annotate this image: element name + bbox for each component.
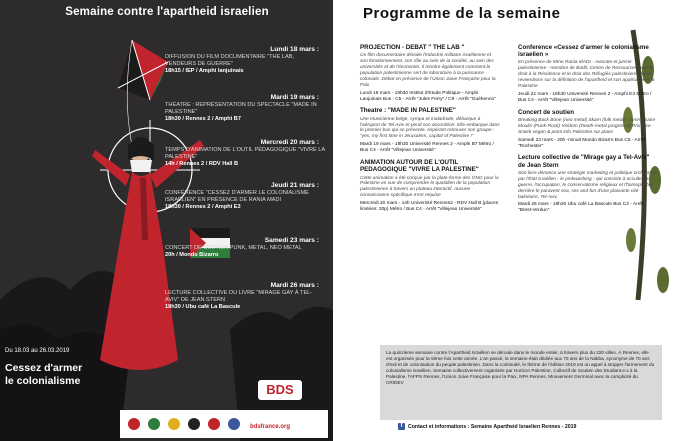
schedule-day: Mardi 26 mars : [270, 282, 319, 289]
program-column-right [518, 44, 658, 219]
bds-url: bdsfrance.org [250, 424, 291, 430]
program-heading: Conference «Cessez d'armer le colonialisme israelien » [518, 44, 649, 59]
partner-logo [228, 418, 240, 430]
contact-line [398, 423, 576, 430]
program-info: Samedi 23 mars - 20h -minuit Mondo Bizarro Bus C5 - Arrêt "Rochester" [518, 137, 645, 149]
schedule-desc: THÉATRE : REPRÉSENTATION DU SPECTACLE "MADE IN PALESTINE" [165, 102, 317, 115]
schedule-item [165, 282, 325, 311]
program-column-left [360, 44, 500, 218]
program-desc: Une musicienne belge, sympa et maladroite, débarque à l'aéroport de Tel Aviv et pend son accordéon. Elle embarque dans le premier bus qui se présente, espérant retrouver son groupe : "yes, my first time in Jerusalem, capital of Palestine !" [360, 116, 500, 140]
left-poster-title: Semaine contre l'apartheid israelien [65, 6, 269, 18]
program-item [360, 159, 500, 213]
program-item [360, 44, 500, 102]
schedule-day: Lundi 18 mars : [270, 46, 319, 53]
schedule-item [165, 139, 325, 168]
schedule-item [165, 94, 325, 123]
schedule-info: 14h / Rennes 2 / RDV Hall B [165, 161, 239, 167]
program-desc: En présence de Mme Rania MADI - Avocate et juriste palestinienne - membre de Badil, Centre de Ressources pour le droit à la Résidence et le droit des Réfugiés palestiniens. Nous reviendrons sur la définition de l'apartheid et son application à la Palestine [518, 60, 655, 90]
schedule-info: 18h30 / Ubu café La Bascule [165, 304, 241, 310]
slogan-line: le colonialisme [5, 375, 81, 387]
program-info: Mardi 26 mars - 18h30 Ubu café La Bascule Bus C2 - Arrêt "Brest-Verdun" [518, 202, 644, 214]
schedule-info: 18h30 / Rennes 2 / Amphi E3 [165, 204, 241, 210]
schedule-day: Jeudi 21 mars : [270, 182, 319, 189]
slogan [5, 362, 82, 388]
program-info: Mardi 19 mars - 18h30 Université Rennes 2 - Amphi B7 Métro / Bus C4 - Arrêt "Villejean Université" [360, 142, 494, 154]
facebook-icon: f [398, 423, 405, 430]
program-heading: Concert de soutien [518, 108, 575, 116]
program-desc: Ce film documentaire dévoile l'industrie militaire israélienne et son fonctionnement, son rôle au sein de la société, au sein des universités et de l'économie. Il montre également comment la population palestinienne sert de laboratoire à la puissance coloniale. Débat en présence de l'Union Juive Française pour la Paix [360, 53, 496, 88]
program-item [518, 154, 658, 214]
left-poster [0, 0, 333, 441]
right-poster-title: Programme de la semaine [363, 5, 561, 22]
program-desc: Cette animation a été conçue par la plate-forme des ONG pour la Palestine en vue de comprendre le quotidien de la population palestinienne à travers un plateau interactif. Aucune connaissance spécifique n'est requise [360, 175, 499, 199]
schedule-item [165, 182, 325, 211]
bds-logo: BDS [258, 380, 302, 400]
schedule-desc: CONCERT DE SOUTIEN PUNK, METAL, NEO METAL [165, 245, 302, 251]
program-info: Jeudi 21 mars - 18h30 Université Rennes 2 - Amphi E3 Métro / Bus C4 - Arrêt "Villejean Université" [518, 91, 652, 103]
program-heading: Theatre : "MADE IN PALESTINE" [360, 107, 456, 115]
partner-logos-strip [120, 410, 328, 438]
program-heading: PROJECTION - DEBAT " THE LAB " [360, 44, 465, 51]
program-desc: Breaking Back Bone (neo metal) Skarn (folk metal) Commissaire Moulin (Punk-Rock) Viridem (Death-metal progressif) Prix libre - Snack vegan & point info Palestine sur place [518, 117, 656, 135]
program-item [518, 44, 658, 104]
program-heading: Lecture collective de "Mirage gay a Tel-Aviv" de Jean Stern [518, 154, 650, 169]
contact-text: Contact et informations : Semaine Apartheid Israelien Rennes - 2019 [408, 423, 577, 430]
schedule-day: Mardi 19 mars : [270, 94, 319, 101]
program-item [360, 107, 500, 154]
schedule-day: Mercredi 20 mars : [260, 139, 319, 146]
schedule-item [165, 46, 325, 75]
program-heading: ANIMATION AUTOUR DE L'OUTIL PEDAGOGIQUE "VIVRE LA PALESTINE" [360, 159, 479, 174]
schedule-info: 18h30 / Rennes 2 / Amphi B7 [165, 116, 241, 122]
schedule-desc: LECTURE COLLECTIVE DU LIVRE "MIRAGE GAY À TEL-AVIV" DE JEAN STERN [165, 290, 313, 303]
partner-logo [148, 418, 160, 430]
partner-logo [128, 418, 140, 430]
partner-logo [168, 418, 180, 430]
schedule-desc: CONFÉRENCE "CESSEZ D'ARMER LE COLONIALISME ISRAÉLIEN" EN PRÉSENCE DE RANIA MADI [165, 190, 309, 203]
schedule-desc: TEMPS D'ANIMATION DE L'OUTIL PÉDAGOGIQUE "VIVRE LA PALESTINE" [165, 147, 325, 160]
schedule-day: Samedi 23 mars : [264, 237, 319, 244]
partner-logo [188, 418, 200, 430]
schedule-item [165, 237, 325, 259]
partner-logo [208, 418, 220, 430]
schedule-info: 18h15 / IEP / Amphi lanjuinais [165, 68, 244, 74]
program-desc: Son livre dénonce une stratégie marketing et politique orchestrée par l'État israélien - le pinkwashing - qui consiste à occulter la guerre, l'occupation, le conservatisme religieux et l'homophobie derrière le paravent sea, sex and fun d'une plaisante cité balnéaire, Tel Aviv. [518, 170, 657, 200]
summary-text: La quinzième semaine contre l'Apartheid Israélien se déroule dans le monde entier, à travers plus du 220 villes. À Rennes, elle est organisée pour la 5ème fois cette année. L'an passé, la semaine était dédiée aux 70 ans de la Nakba, synonyme de 70 ans d'exil et de colonisation du peuple palestinien. Dans la continuité, le thème de l'édition 2019 est un appel à stopper l'armement du colonialisme israélien. Semaine collectivement organisée par Horizon Palestine, Collectif de Soutien des Etudiant.e.s à la Palestine, l'AFPS Rennes, l'Union Juive Française pour la Paix, NPA Rennes, Mouvement Germinal avec la complicité du CRIDEV [386, 350, 655, 385]
program-item [518, 109, 658, 150]
schedule-desc: DIFFUSION DU FILM DOCUMENTAIRE "THE LAB, VENDEURS DE GUERRE" [165, 54, 294, 67]
event-dates: Du 18.03 au 26.03.2019 [5, 348, 70, 354]
schedule-info: 20h / Mondo Bizarro [165, 252, 219, 258]
slogan-line: Cessez d'armer [5, 362, 83, 374]
program-info: Lundi 18 mars - 18h30 Institut d'Etude Politique - Amphi Lanjuinais Bus : C5 - Arrêt "Jules Ferry" / C9 - Arrêt "Guéhenno" [360, 90, 496, 102]
program-info: Mercredi 20 mars - 14h Université Rennes2 - RDV Hall B (places limitées: 30p) Métro / Bus C4 - Arrêt "Villejean Université" [360, 201, 499, 213]
